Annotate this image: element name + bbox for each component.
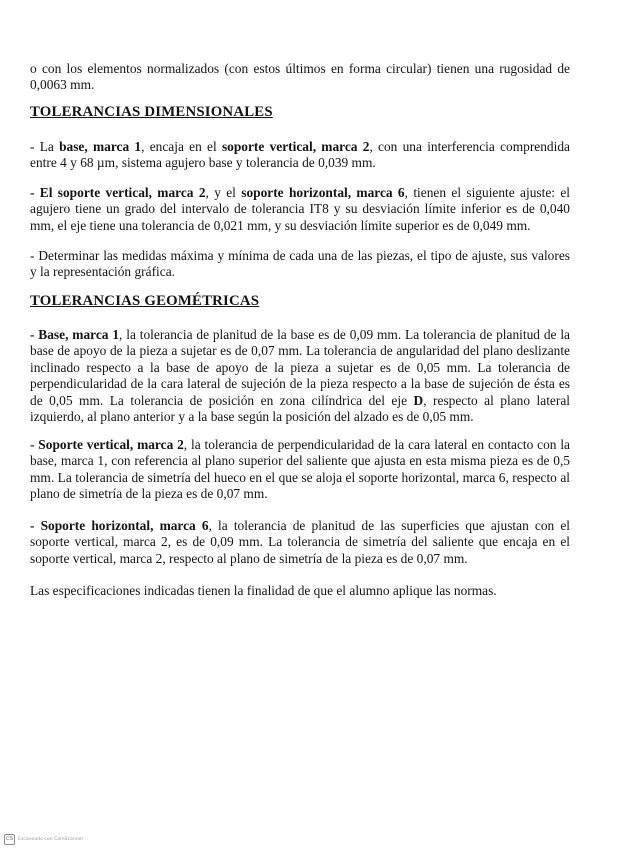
camscanner-logo-icon: CS [4, 834, 15, 845]
intro-paragraph: o con los elementos normalizados (con estos últimos en forma circular) tienen una rugosidad de 0,0063 mm. [30, 61, 570, 93]
text-run: , y el [205, 185, 242, 200]
bold-run: soporte vertical, marca 2 [221, 139, 370, 154]
dimensional-paragraph-3: - Determinar las medidas máxima y mínima de cada una de las piezas, el tipo de ajuste, sus valores y la representación gráfica. [30, 248, 570, 280]
bold-run: - El soporte vertical, marca 2 [30, 185, 206, 200]
text-run: , la tolerancia de planitud de las superficies que ajustan con el soporte vertical, marca 2, es de 0,09 mm. La tolerancia de simetría del saliente que encaja en el soporte vertical, marca 2, respecto al plano de simetría de la pieza es de 0,07 mm. [30, 518, 571, 566]
closing-paragraph: Las especificaciones indicadas tienen la finalidad de que el alumno aplique las normas. [30, 583, 497, 598]
dimensional-paragraph-1 [30, 139, 570, 172]
bold-run: - Soporte vertical, marca 2 [30, 437, 184, 452]
scanner-watermark [4, 833, 83, 845]
bold-run: base, marca 1 [59, 139, 142, 154]
text-run: , encaja en el [141, 139, 222, 154]
geometric-paragraph-3 [30, 518, 570, 567]
bold-run: - Soporte horizontal, marca 6 [30, 518, 209, 533]
geometric-paragraph-2 [30, 437, 570, 503]
bold-run: - Base, marca 1 [30, 327, 120, 342]
text-run: , la tolerancia de perpendicularidad de la cara lateral en contacto con la base, marca 1, con referencia al plano superior del saliente que ajusta en esta misma pieza es de 0,5 mm. La tolerancia de simetría del hueco en el que se aloja el soporte horizontal, marca 6, respecto al plano de simetría de la pieza es de 0,07 mm. [30, 437, 570, 502]
dimensional-tolerances-heading: TOLERANCIAS DIMENSIONALES [30, 104, 273, 120]
scanner-label: Escaneado con CamScanner [18, 836, 84, 842]
text-run: , la tolerancia de planitud de la base es de 0,09 mm. La tolerancia de planitud de la base de apoyo de la pieza a sujetar es de 0,07 mm. La tolerancia de angularidad del plano deslizante inclinado respecto a la base de apoyo de la pieza a sujetar es de 0,05 mm. La tolerancia de perpendicularidad de la cara lateral de sujeción de la pieza respecto a la base de sujeción de ésta es de 0,05 mm. La tolerancia de posición en zona cilíndrica del eje [30, 327, 570, 408]
dimensional-paragraph-2 [30, 185, 570, 234]
geometric-paragraph-1 [30, 327, 570, 425]
text-run: , tienen el siguiente ajuste: el agujero tiene un grado del intervalo de tolerancia IT8 y su desviación límite inferior es de 0,040 mm, el eje tiene una tolerancia de 0,021 mm, y su desviación límite superior es de 0,049 mm. [30, 185, 570, 233]
text-run: , respecto al plano lateral izquierdo, al plano anterior y a la base según la posición del alzado es de 0,05 mm. [30, 392, 570, 425]
text-run: - La [30, 139, 60, 154]
geometric-tolerances-heading: TOLERANCIAS GEOMÉTRICAS [30, 293, 260, 309]
bold-run: soporte horizontal, marca 6 [241, 185, 405, 200]
bold-run: D [413, 392, 424, 408]
text-run: , con una interferencia comprendida entre 4 y 68 µm, sistema agujero base y tolerancia de 0,039 mm. [30, 139, 570, 171]
